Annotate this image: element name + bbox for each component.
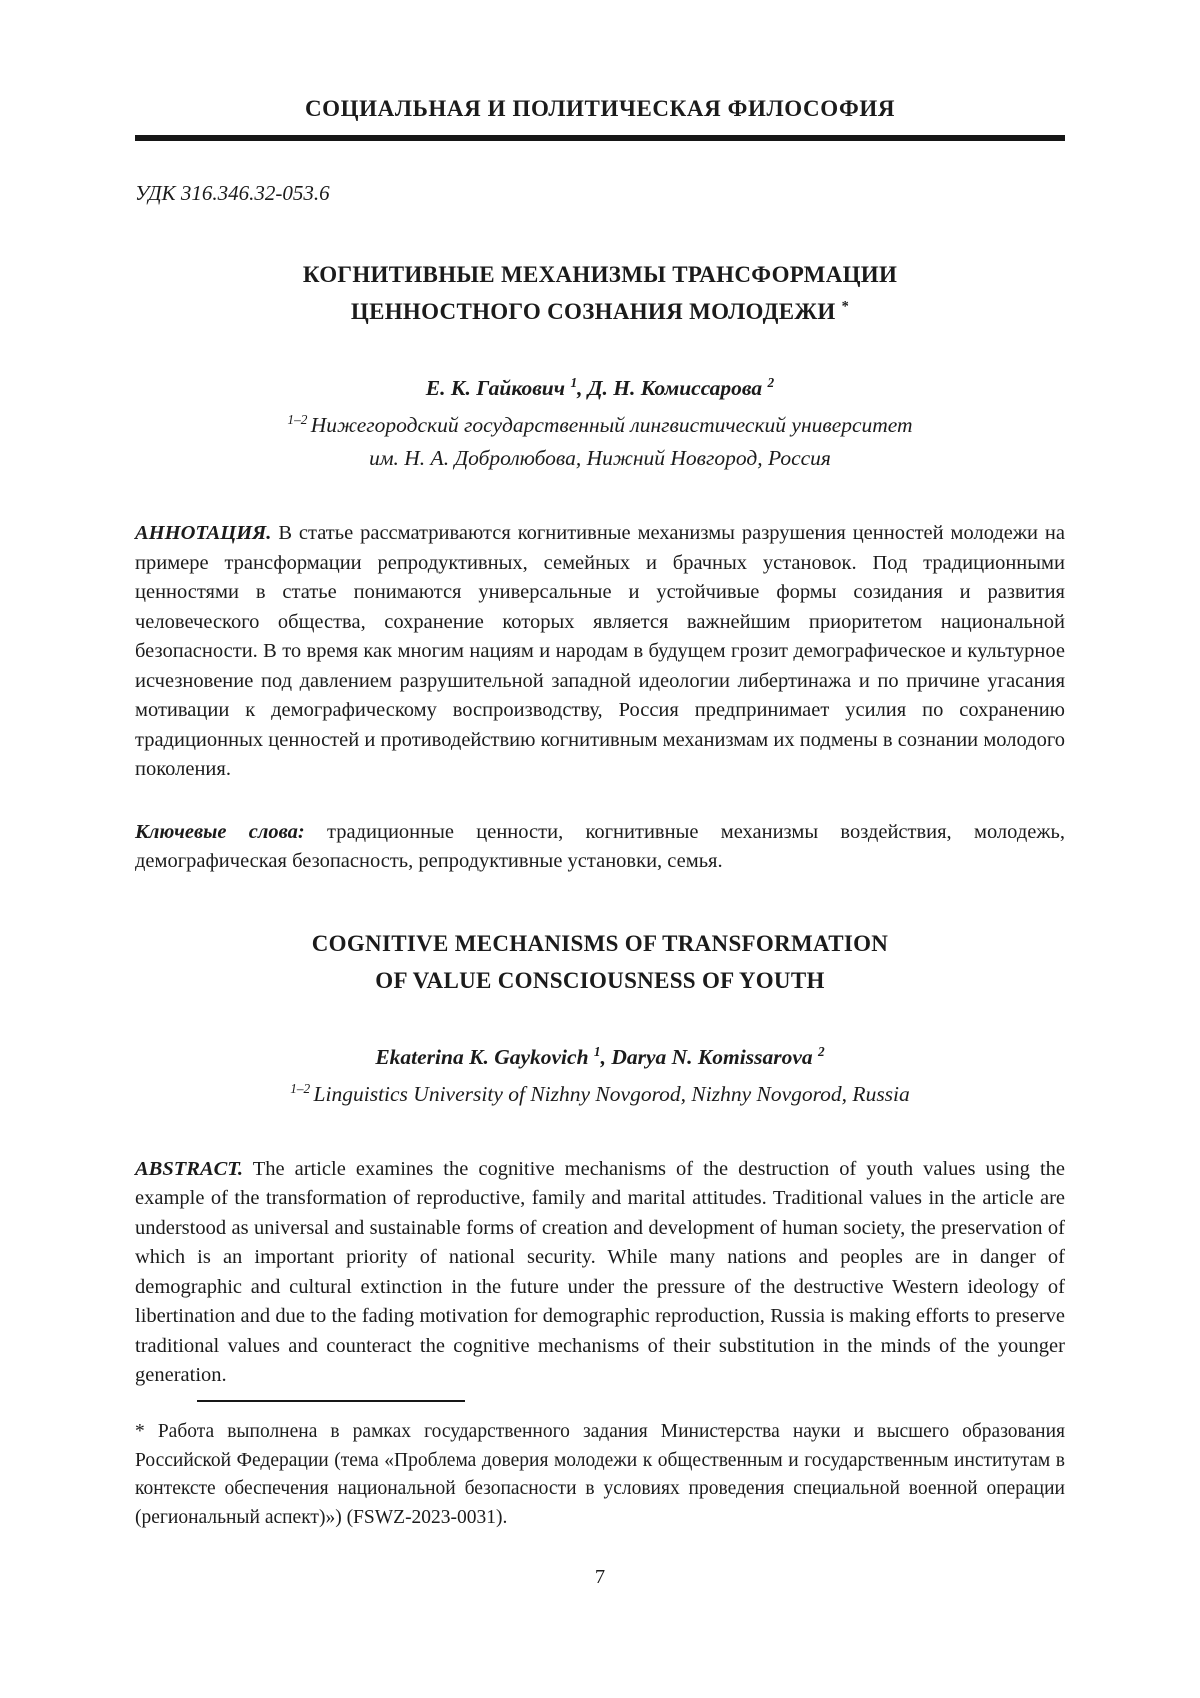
title-footnote-mark: * xyxy=(841,298,850,315)
keywords-ru xyxy=(135,818,1065,877)
article-title-ru xyxy=(135,256,1065,330)
footnote-text: Работа выполнена в рамках государственного задания Министерства науки и высшего образования Российской Федерации (тема «Проблема доверия молодежи к общественным и государственным институтам в контексте обеспечения национальной безопасности в условиях проведения специальной военной операции (региональный аспект)») (FSWZ-2023-0031). xyxy=(135,1421,1065,1528)
author-en-1-sup: 1 xyxy=(593,1043,601,1059)
authors-en-separator: , Darya N. Komissarova xyxy=(600,1044,818,1069)
affiliation-ru xyxy=(135,409,1065,475)
affiliation-ru-line2: им. Н. А. Добролюбова, Нижний Новгород, Россия xyxy=(369,446,831,470)
article-title-en-line1: COGNITIVE MECHANISMS OF TRANSFORMATION xyxy=(311,930,889,956)
authors-ru xyxy=(135,376,1065,401)
keywords-ru-label: Ключевые слова: xyxy=(135,820,305,843)
affiliation-en xyxy=(135,1078,1065,1111)
section-header xyxy=(135,96,1065,122)
authors-ru-separator: , Д. Н. Комиссарова xyxy=(577,376,768,400)
affiliation-en-text: Linguistics University of Nizhny Novgorod, Nizhny Novgorod, Russia xyxy=(313,1081,910,1106)
keywords-ru-text: традиционные ценности, когнитивные механизмы воздействия, молодежь, демографическая безопасность, репродуктивные установки, семья. xyxy=(135,820,1065,872)
authors-en xyxy=(135,1045,1065,1070)
author-ru-2-sup: 2 xyxy=(767,374,775,390)
article-title-en xyxy=(135,925,1065,999)
abstract-ru-label: АННОТАЦИЯ. xyxy=(135,522,272,544)
abstract-en-label: ABSTRACT. xyxy=(135,1157,244,1180)
author-ru-1-sup: 1 xyxy=(570,374,578,390)
abstract-en xyxy=(135,1155,1065,1391)
footnote xyxy=(135,1418,1065,1532)
affiliation-ru-sup: 1–2 xyxy=(287,411,311,427)
abstract-ru xyxy=(135,519,1065,785)
author-ru-1: Е. К. Гайкович xyxy=(425,376,571,400)
udc-code: УДК 316.346.32-053.6 xyxy=(135,181,330,205)
author-en-1: Ekaterina K. Gaykovich xyxy=(375,1044,594,1069)
abstract-ru-text: В статье рассматриваются когнитивные механизмы разрушения ценностей молодежи на примере трансформации репродуктивных, семейных и брачных установок. Под традиционными ценностями в статье понимаются универсальные и устойчивые формы созидания и развития человеческого общества, сохранение которых является важнейшим приоритетом национальной безопасности. В то время как многим нациям и народам в будущем грозит демографическое и культурное исчезновение под давлением разрушительной западной идеологии либертинажа и по причине угасания мотивации к демографическому воспроизводству, Россия предпринимает усилия по сохранению традиционных ценностей и противодействию когнитивным механизмам их подмены в сознании молодого поколения. xyxy=(135,522,1065,780)
footnote-separator-rule xyxy=(197,1400,465,1402)
footnote-block xyxy=(135,1392,1065,1532)
section-header-title: СОЦИАЛЬНАЯ И ПОЛИТИЧЕСКАЯ ФИЛОСОФИЯ xyxy=(304,96,896,121)
footnote-mark: * xyxy=(135,1421,145,1442)
page-number: 7 xyxy=(594,1566,606,1588)
article-title-ru-line2: ЦЕННОСТНОГО СОЗНАНИЯ МОЛОДЕЖИ xyxy=(350,299,836,324)
abstract-en-text: The article examines the cognitive mechanisms of the destruction of youth values using the example of the transformation of reproductive, family and marital attitudes. Traditional values in the article are understood as universal and sustainable forms of creation and development of human society, the preservation of which is an important priority of national security. While many nations and peoples are in danger of demographic and cultural extinction in the future under the pressure of the destructive Western ideology of libertination and due to the fading motivation for demographic reproduction, Russia is making efforts to preserve traditional values and counteract the cognitive mechanisms of their substitution in the minds of the younger generation. xyxy=(135,1157,1065,1386)
header-rule xyxy=(135,135,1065,141)
article-title-en-line2: OF VALUE CONSCIOUSNESS OF YOUTH xyxy=(375,967,825,993)
affiliation-en-sup: 1–2 xyxy=(290,1080,314,1096)
article-title-ru-line1: КОГНИТИВНЫЕ МЕХАНИЗМЫ ТРАНСФОРМАЦИИ xyxy=(302,262,898,287)
author-en-2-sup: 2 xyxy=(818,1043,825,1059)
affiliation-ru-line1: Нижегородский государственный лингвистический университет xyxy=(310,413,913,437)
